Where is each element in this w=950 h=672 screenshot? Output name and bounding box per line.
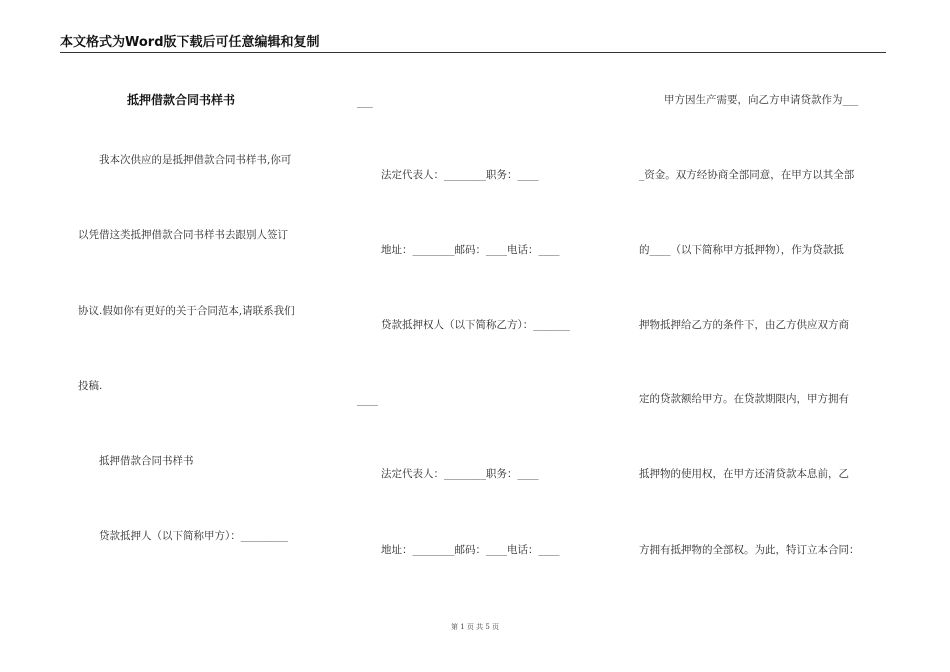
paragraph-line: 押物抵押给乙方的条件下，由乙方供应双方商 bbox=[639, 319, 849, 331]
paragraph-line: 定的贷款额给甲方。在贷款期限内，甲方拥有 bbox=[639, 393, 849, 405]
address-line: 地址：________邮码：____电话：____ bbox=[381, 244, 560, 256]
paragraph-line: 协议.假如你有更好的关于合同范本,请联系我们 bbox=[78, 305, 295, 317]
paragraph-line: 的____（以下简称甲方抵押物），作为贷款抵 bbox=[639, 244, 844, 256]
blank-line: ___ bbox=[357, 96, 373, 108]
paragraph-line: 以凭借这类抵押借款合同书样书去跟别人签订 bbox=[78, 229, 288, 241]
paragraph-line: 甲方因生产需要，向乙方申请贷款作为___ bbox=[664, 94, 859, 106]
legal-representative-line: 法定代表人：________职务：____ bbox=[381, 468, 539, 480]
paragraph-line: 抵押物的使用权，在甲方还清贷款本息前，乙 bbox=[639, 468, 849, 480]
legal-representative-line: 法定代表人：________职务：____ bbox=[381, 169, 539, 181]
page-number: 第 1 页 共 5 页 bbox=[450, 623, 500, 631]
document-header: 本文格式为Word版下载后可任意编辑和复制 bbox=[60, 36, 886, 53]
section-heading: 抵押借款合同书样书 bbox=[99, 455, 194, 467]
address-line: 地址：________邮码：____电话：____ bbox=[381, 544, 560, 556]
paragraph-line: 投稿. bbox=[78, 380, 103, 392]
paragraph-line: 方拥有抵押物的全部权。为此，特订立本合同： bbox=[639, 544, 860, 556]
paragraph-line: 我本次供应的是抵押借款合同书样书,你可 bbox=[99, 154, 292, 166]
mortgagee-line: 贷款抵押权人（以下简称乙方）：_______ bbox=[381, 319, 570, 331]
blank-line: ____ bbox=[357, 394, 378, 406]
paragraph-line: _资金。双方经协商全部同意，在甲方以其全部 bbox=[639, 169, 855, 181]
mortgagor-line: 贷款抵押人（以下简称甲方）：_________ bbox=[99, 530, 288, 542]
document-title: 抵押借款合同书样书 bbox=[127, 93, 236, 107]
